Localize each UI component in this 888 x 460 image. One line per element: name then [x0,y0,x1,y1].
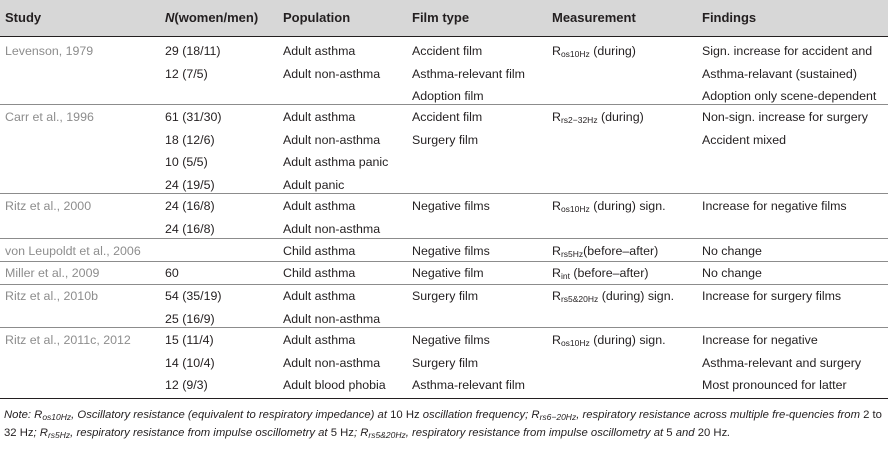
population-cell: Adult panic [283,177,345,192]
header-n [165,10,258,25]
population-cell: Adult non-asthma [283,311,381,326]
findings-cell: Increase for negative [702,333,818,347]
film-type-cell: Surgery film [412,132,479,147]
measurement-subscript: rs5Hz [560,249,584,259]
n-cell: 24 (19/5) [165,177,215,192]
population-cell: Adult asthma [283,110,356,124]
film-type-cell: Negative films [412,199,490,213]
row-divider [0,284,888,285]
findings-cell: Most pronounced for latter [702,378,847,393]
note-text: ; [33,426,40,439]
note-text: . [727,426,731,439]
film-type-cell: Accident film [412,44,483,58]
note-symbol: R [34,409,43,421]
note-subscript: rs5Hz [47,429,71,440]
film-type-cell: Adoption film [412,89,484,104]
row-divider [0,193,888,194]
note-text: , Oscillatory resistance (equivalent to respiratory impedance) at [71,409,391,421]
note-number: 20 Hz [697,426,728,439]
population-cell: Child asthma [283,266,356,280]
findings-cell: Non-sign. increase for surgery [702,110,868,124]
film-type-cell: Negative films [412,244,490,258]
header-n-symbol: N [165,10,175,25]
measurement-symbol: R [552,333,561,347]
measurement-cell [552,106,644,128]
note-number: 5 Hz [330,426,354,439]
note-text: and [672,426,698,439]
note-subscript: rs5&20Hz [368,429,406,440]
study-cell: Ritz et al., 2011c, 2012 [5,333,131,347]
findings-cell: Adoption only scene-dependent [702,89,877,104]
film-type-cell: Surgery film [412,289,479,303]
note-symbol: R [360,426,369,439]
note-number: 10 Hz [390,409,420,421]
n-cell: 61 (31/30) [165,110,222,124]
findings-cell: Asthma-relavant (sustained) [702,66,857,81]
n-cell: 15 (11/4) [165,333,214,347]
measurement-detail: (during) sign. [589,333,666,347]
n-cell: 12 (7/5) [165,66,208,81]
study-cell: Ritz et al., 2010b [5,289,98,303]
note-text: , respiratory resistance across multiple fre-quencies from [576,409,864,421]
header-measurement: Measurement [552,10,636,25]
findings-cell: Increase for negative films [702,199,847,213]
population-cell: Adult non-asthma [283,221,381,236]
note-text: , respiratory resistance from impulse oscillometry at [405,426,667,439]
row-divider [0,261,888,262]
header-film-type: Film type [412,10,470,25]
measurement-subscript: os10Hz [560,204,590,214]
population-cell: Adult asthma panic [283,155,389,170]
note-number: 5 [666,426,673,439]
row-divider [0,104,888,105]
n-cell: 12 (9/3) [165,378,208,393]
film-type-cell: Accident film [412,110,483,124]
measurement-detail: (before–after) [569,266,649,280]
measurement-cell [552,285,674,307]
measurement-detail: (during) [597,110,644,124]
measurement-symbol: R [552,244,561,258]
measurement-subscript: int [560,271,570,281]
findings-cell: Sign. increase for accident and [702,44,873,58]
findings-cell: No change [702,244,762,258]
header-n-label: (women/men) [174,10,259,25]
film-type-cell: Asthma-relevant film [412,378,525,393]
measurement-detail: (during) sign. [598,289,675,303]
measurement-cell [552,262,648,284]
n-cell: 60 [165,266,179,280]
measurement-symbol: R [552,266,561,280]
n-cell: 10 (5/5) [165,155,208,170]
population-cell: Adult asthma [283,44,356,58]
n-cell: 25 (16/9) [165,311,215,326]
study-cell: Miller et al., 2009 [5,266,100,280]
study-cell: Carr et al., 1996 [5,110,94,124]
film-type-cell: Surgery film [412,355,479,370]
table-note [4,407,884,442]
measurement-subscript: rs5&20Hz [560,294,599,304]
measurement-detail: (before–after) [583,244,659,258]
measurement-cell [552,329,666,351]
findings-cell: Asthma-relevant and surgery [702,355,862,370]
measurement-cell [552,240,658,262]
note-symbol: R [531,409,540,421]
findings-cell: Increase for surgery films [702,289,842,303]
measurement-cell [552,195,666,217]
population-cell: Adult asthma [283,289,356,303]
findings-cell: Accident mixed [702,132,787,147]
header-rule [0,36,888,37]
note-subscript: rs6−20Hz [539,412,577,422]
header-study: Study [5,10,42,25]
n-cell: 54 (35/19) [165,289,222,303]
film-type-cell: Negative film [412,266,484,280]
population-cell: Adult non-asthma [283,132,381,147]
row-divider [0,238,888,239]
n-cell: 24 (16/8) [165,199,215,213]
measurement-symbol: R [552,44,561,58]
note-symbol: R [39,426,48,439]
note-label: Note: [4,409,35,421]
header-findings: Findings [702,10,757,25]
row-divider [0,327,888,328]
measurement-symbol: R [552,110,561,124]
n-cell: 24 (16/8) [165,221,215,236]
n-cell: 29 (18/11) [165,44,221,58]
population-cell: Adult asthma [283,333,356,347]
measurement-cell [552,40,636,62]
measurement-symbol: R [552,289,561,303]
note-text: oscillation frequency; [419,409,532,421]
header-population: Population [283,10,351,25]
n-cell: 14 (10/4) [165,355,215,370]
note-number: 2 to 32 Hz [4,409,882,439]
measurement-subscript: os10Hz [560,49,590,59]
n-cell: 18 (12/6) [165,132,215,147]
table-bottom-rule [0,398,888,399]
population-cell: Adult non-asthma [283,66,381,81]
population-cell: Adult asthma [283,199,356,213]
film-type-cell: Asthma-relevant film [412,66,525,81]
note-text: , respiratory resistance from impulse oscillometry at [70,426,331,439]
study-cell: von Leupoldt et al., 2006 [5,244,141,258]
population-cell: Adult non-asthma [283,355,381,370]
measurement-symbol: R [552,199,561,213]
measurement-subscript: os10Hz [560,338,590,348]
note-text: ; [353,426,361,439]
film-type-cell: Negative films [412,333,490,347]
measurement-detail: (during) sign. [589,199,666,213]
study-cell: Ritz et al., 2000 [5,199,92,213]
measurement-subscript: rs2−32Hz [560,115,598,125]
measurement-detail: (during) [589,44,636,58]
table-header [0,0,888,36]
study-cell: Levenson, 1979 [5,44,94,58]
population-cell: Adult blood phobia [283,378,386,393]
note-subscript: os10Hz [42,412,72,422]
population-cell: Child asthma [283,244,356,258]
findings-cell: No change [702,266,762,280]
